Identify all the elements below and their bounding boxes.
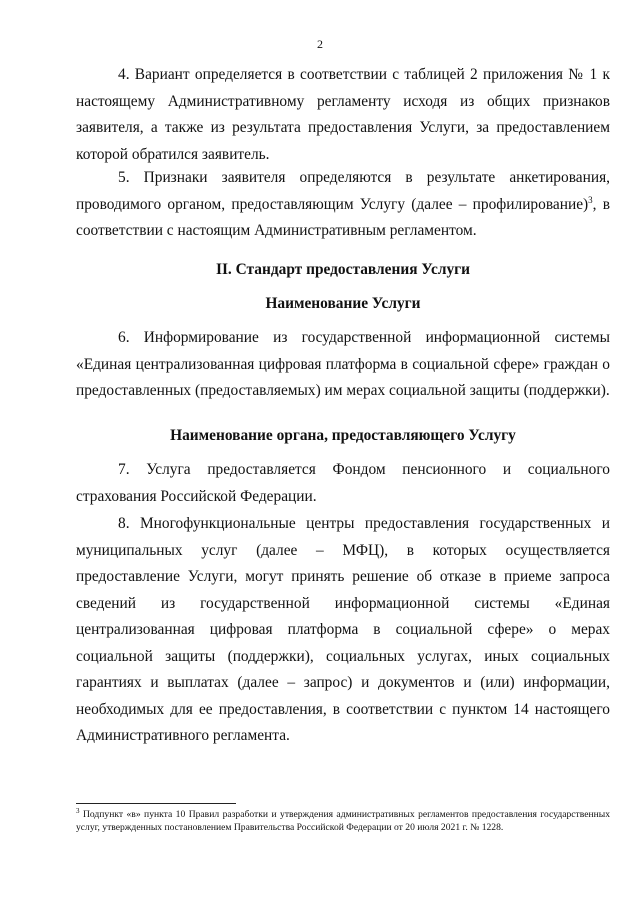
page-number: 2 — [317, 37, 323, 51]
paragraph-4: 4. Вариант определяется в соответствии с таблицей 2 приложения № 1 к настоящему Административному регламенту исходя из общих признаков заявителя, а также из результата предоставления Услуги, за предоставлением которой обратился заявитель. — [76, 66, 610, 163]
paragraph-8: 8. Многофункциональные центры предоставления государственных и муниципальных услуг (далее – МФЦ), в которых осуществляется предоставление Услуги, могут принять решение об отказе в приеме запроса сведений из государственной информационной системы «Единая централизованная цифровая платформа в социальной сфере» о мерах социальной защиты (поддержки), социальных услугах, иных социальных гарантиях и выплатах (далее – запрос) и документов и (или) информации, необходимых для ее предоставления, в соответствии с пунктом 14 настоящего Административного регламента. — [76, 515, 610, 744]
footnote-text: Подпункт «в» пункта 10 Правил разработки и утверждения административных регламентов предоставления государственных услуг, утвержденных постановлением Правительства Российской Федерации от 20 июля 2021 г. № 1228. — [76, 809, 610, 833]
footnote-mark: 3 — [76, 806, 80, 815]
paragraph-7: 7. Услуга предоставляется Фондом пенсионного и социального страхования Российской Федерации. — [76, 461, 610, 505]
paragraph-5-text: 5. Признаки заявителя определяются в результате анкетирования, проводимого органом, предоставляющим Услугу (далее – профилирование) — [76, 169, 610, 213]
subheading-service-name: Наименование Услуги — [265, 295, 421, 312]
paragraph-5-text-end: , в соответствии с настоящим Административным регламентом. — [76, 195, 610, 239]
footnote — [76, 808, 610, 834]
paragraph-6: 6. Информирование из государственной информационной системы «Единая централизованная цифровая платформа в социальной сфере» граждан о предоставленных (предоставляемых) им мерах социальной защиты (поддержки). — [76, 329, 610, 399]
subheading-organ-name: Наименование органа, предоставляющего Услугу — [170, 427, 516, 444]
paragraph-5 — [76, 165, 610, 245]
section-heading: II. Стандарт предоставления Услуги — [215, 261, 471, 278]
footnote-reference: 3 — [588, 194, 593, 205]
footnote-divider — [76, 803, 236, 804]
